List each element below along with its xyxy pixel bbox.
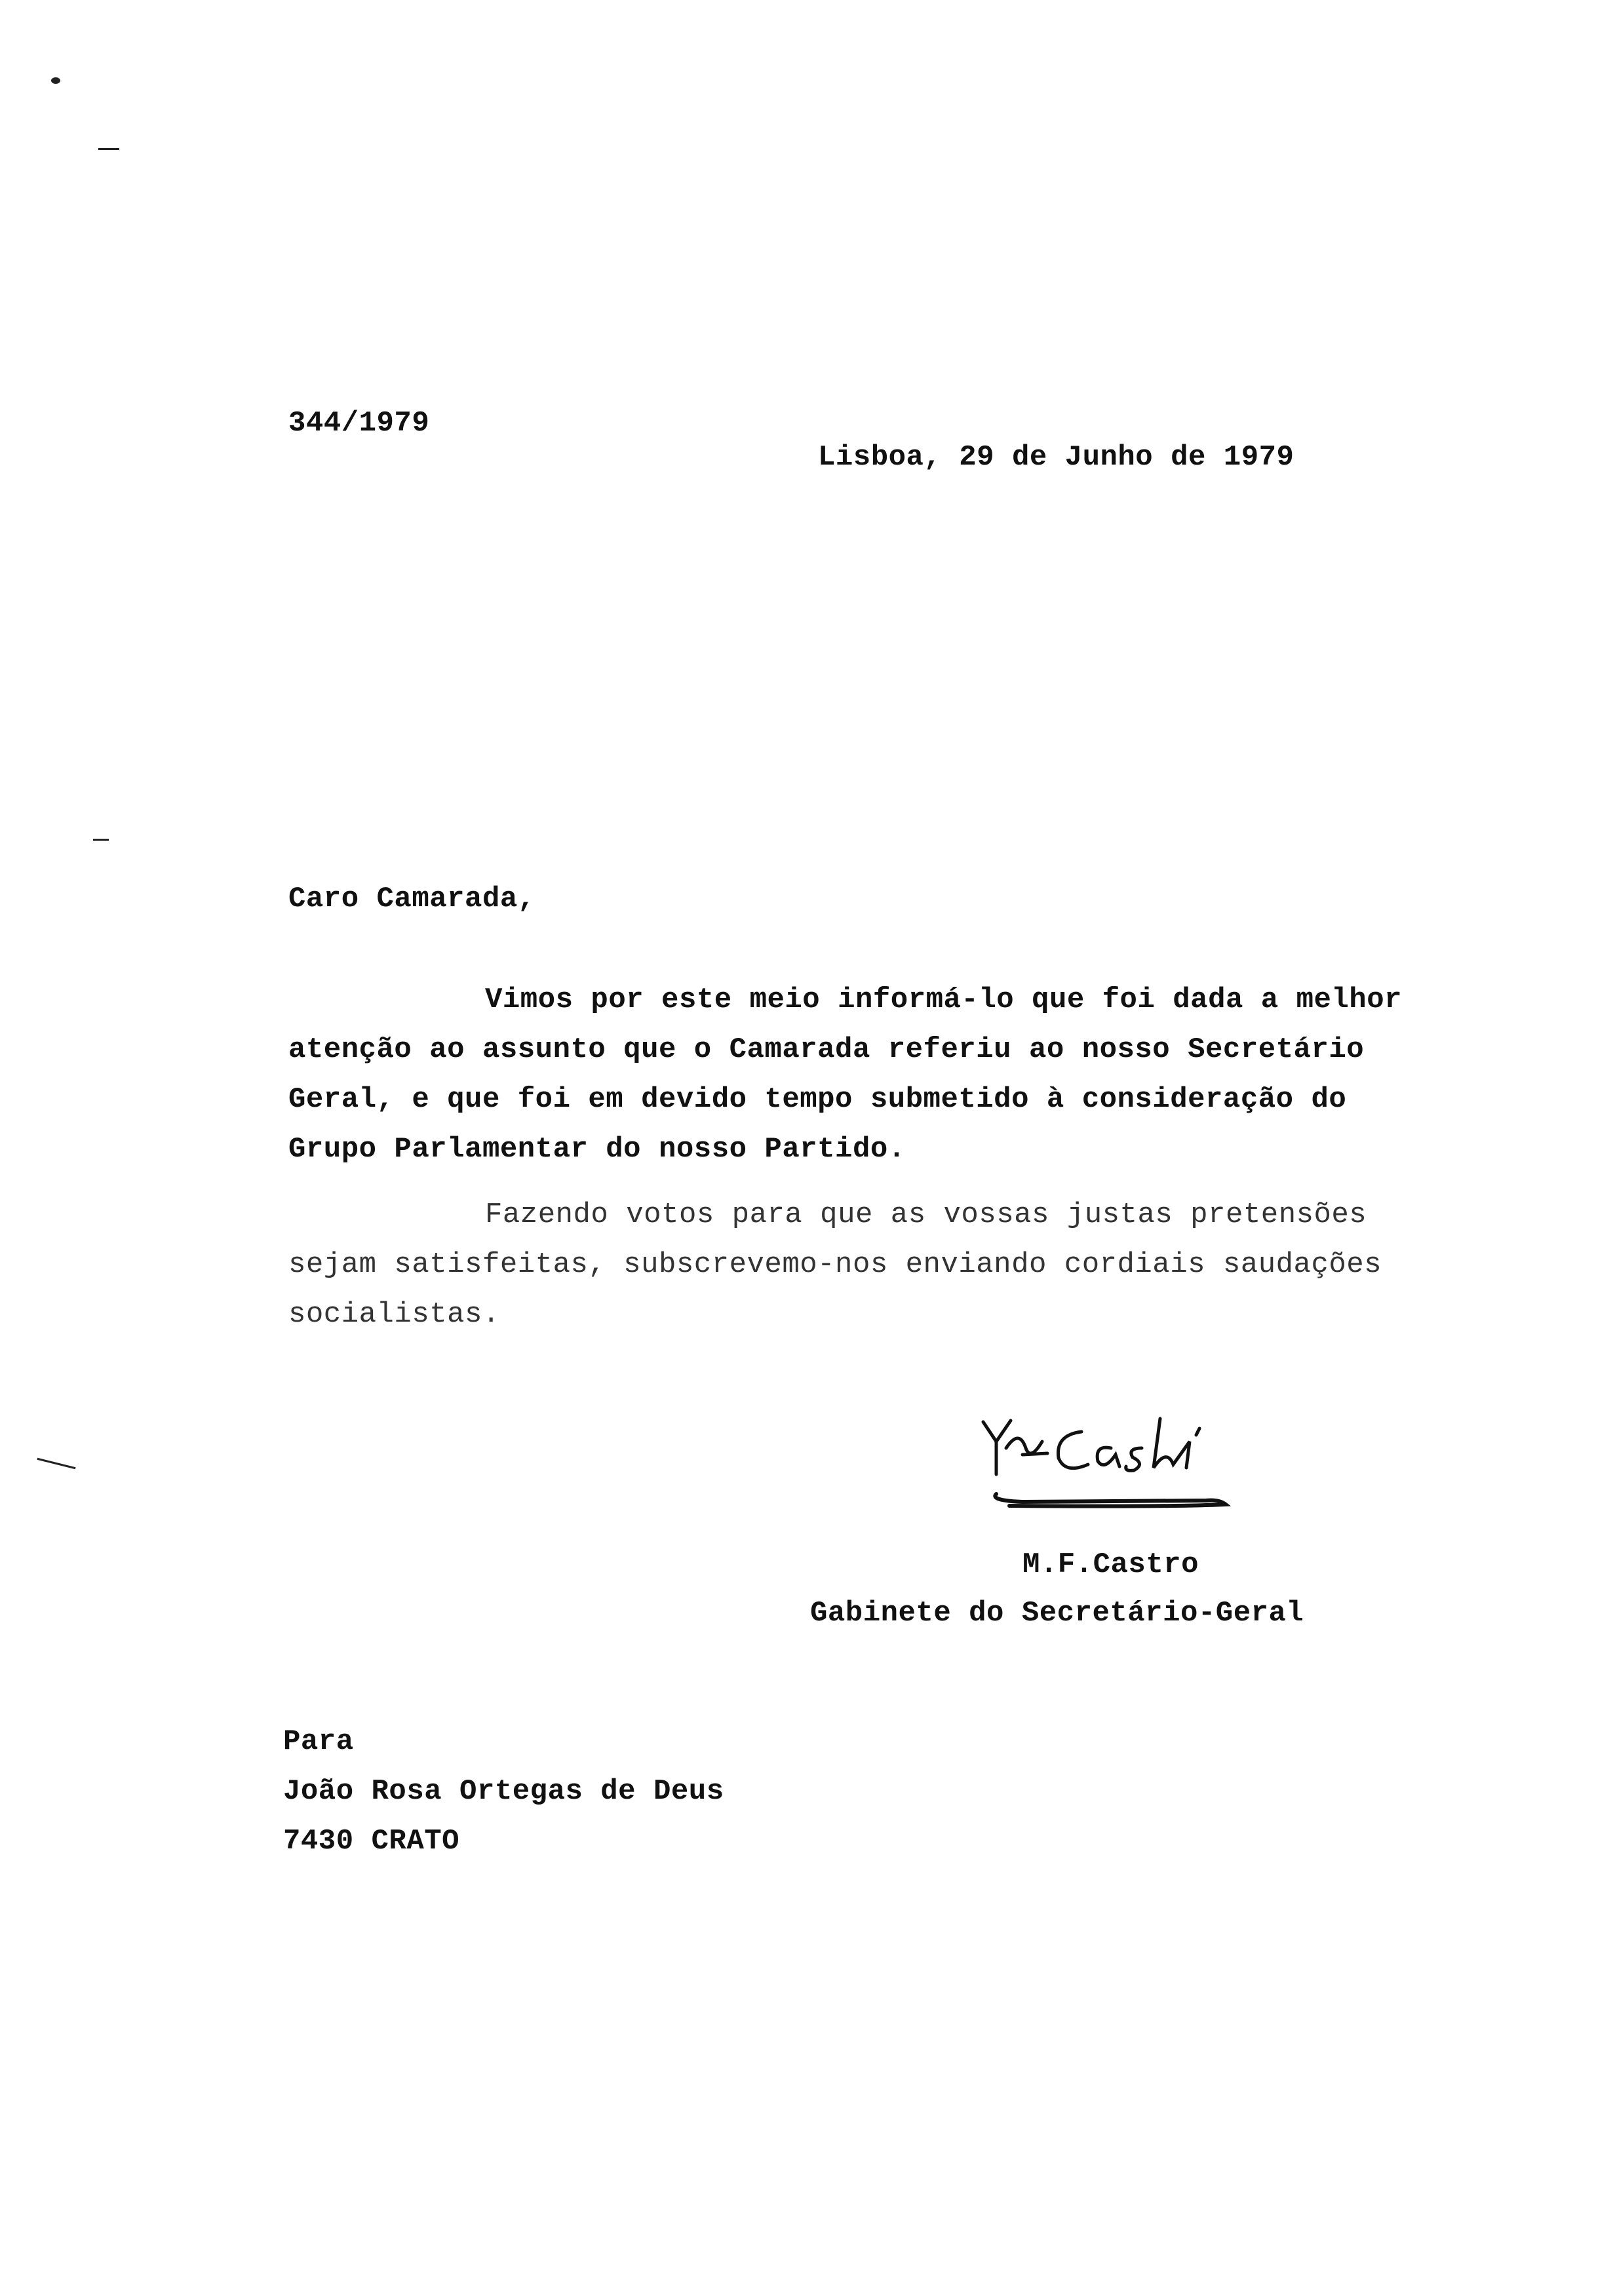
paragraph-1-line-3: Geral, e que foi em devido tempo submetido à consideração do [288, 1083, 1347, 1116]
recipient-address: 7430 CRATO [283, 1825, 460, 1858]
paragraph-2-line-3: socialistas. [288, 1298, 500, 1331]
signatory-name: M.F.Castro [1022, 1548, 1199, 1581]
scan-speck [37, 1458, 76, 1469]
salutation: Caro Camarada, [288, 883, 535, 915]
signatory-title: Gabinete do Secretário-Geral [810, 1597, 1304, 1630]
paragraph-1-line-1: Vimos por este meio informá-lo que foi dada a melhor [485, 984, 1403, 1016]
scan-speck [51, 77, 60, 84]
reference-number: 344/1979 [288, 407, 430, 440]
paragraph-1-line-2: atenção ao assunto que o Camarada referiu ao nosso Secretário [288, 1033, 1365, 1066]
paragraph-2-line-2: sejam satisfeitas, subscrevemo-nos enviando cordiais saudações [288, 1248, 1382, 1281]
paragraph-2-line-1: Fazendo votos para que as vossas justas pretensões [485, 1198, 1367, 1231]
handwritten-signature [970, 1402, 1245, 1520]
recipient-label: Para [283, 1725, 354, 1758]
scan-speck [93, 839, 109, 841]
recipient-name: João Rosa Ortegas de Deus [283, 1775, 724, 1808]
scan-speck [98, 148, 119, 150]
paragraph-1-line-4: Grupo Parlamentar do nosso Partido. [288, 1133, 906, 1166]
place-date: Lisboa, 29 de Junho de 1979 [818, 441, 1294, 474]
